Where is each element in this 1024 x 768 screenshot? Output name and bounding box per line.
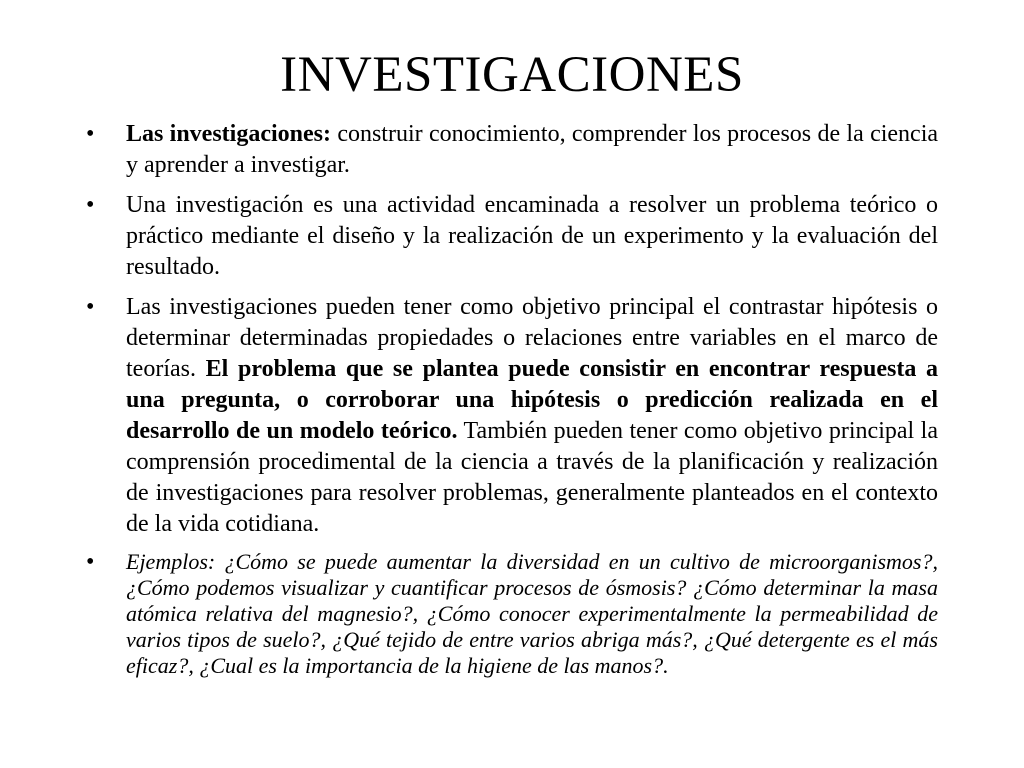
bullet-item-examples: [86, 549, 938, 679]
slide-title: INVESTIGACIONES: [280, 47, 744, 103]
bullet-text: Una investigación es una actividad encaminada a resolver un problema teórico o práctico mediante el diseño y la realización de un experimento y la evaluación del resultado.: [126, 192, 938, 280]
bullet-item: [86, 119, 938, 181]
bullet-text-after: También pueden tener como objetivo principal la comprensión procedimental de la ciencia a través de la planificación y realización de investigaciones para resolver problemas, generalmente planteados en el contexto de la vida cotidiana.: [126, 418, 938, 537]
bullet-list: [86, 119, 938, 688]
examples-text: Ejemplos: ¿Cómo se puede aumentar la diversidad en un cultivo de microorganismos?, ¿Cómo podemos visualizar y cuantificar procesos de ósmosis? ¿Cómo determinar la masa atómica relativa del magnesio?, ¿Cómo conocer experimentalmente la permeabilidad de varios tipos de suelo?, ¿Qué tejido de entre varios abriga más?, ¿Qué detergente es el más eficaz?, ¿Cual es la importancia de la higiene de las manos?.: [126, 549, 938, 678]
bullet-icon: •: [86, 121, 95, 147]
bullet-text: construir conocimiento, comprender los procesos de la ciencia y aprender a investigar.: [126, 121, 939, 178]
bullet-bold-text: El problema que se plantea puede consistir en encontrar respuesta a una pregunta, o corroborar una hipótesis o predicción realizada en el desarrollo de un modelo teórico.: [126, 356, 938, 444]
bullet-bold-lead: Las investigaciones:: [126, 121, 331, 147]
bullet-icon: •: [86, 192, 95, 218]
bullet-text-before: Las investigaciones pueden tener como objetivo principal el contrastar hipótesis o determinar determinadas propiedades o relaciones entre variables en el marco de teorías.: [126, 294, 938, 382]
bullet-icon: •: [86, 549, 95, 575]
bullet-icon: •: [86, 294, 95, 320]
bullet-item: [86, 292, 938, 540]
bullet-item: [86, 190, 938, 283]
